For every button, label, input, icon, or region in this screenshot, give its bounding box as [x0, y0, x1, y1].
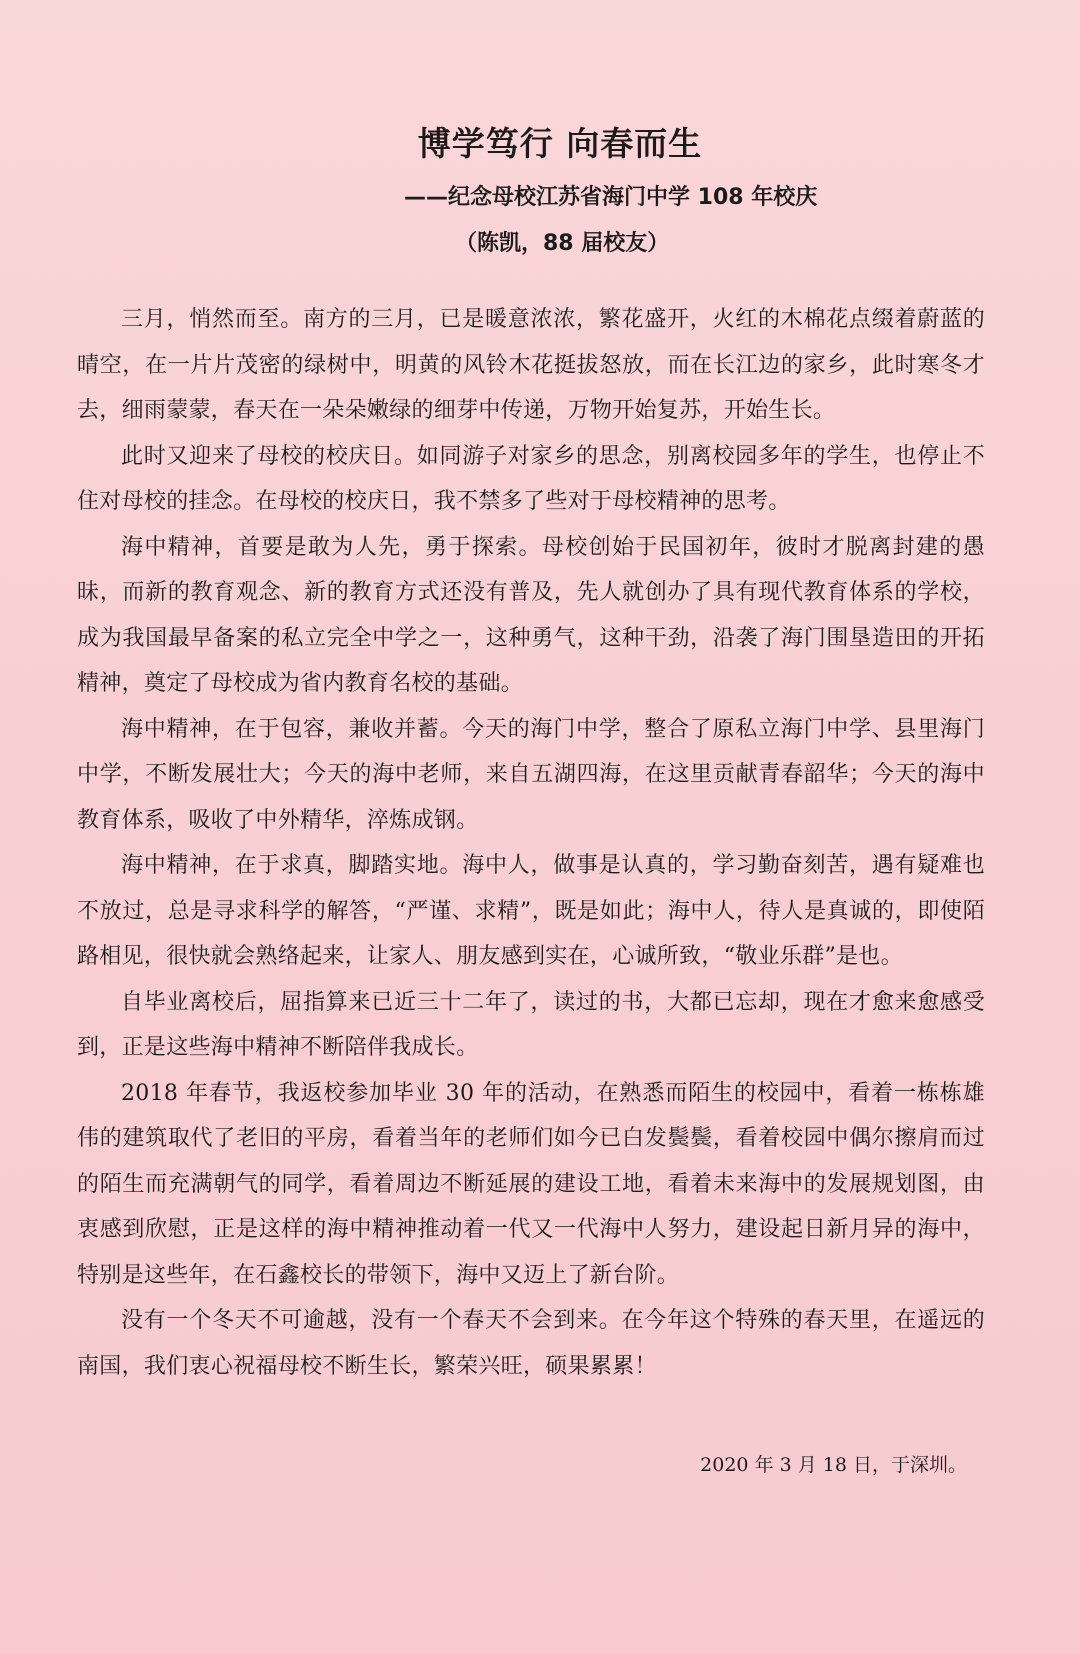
document-body [77, 297, 985, 1389]
paragraph-5: 海中精神，在于求真，脚踏实地。海中人，做事是认真的，学习勤奋刻苦，遇有疑难也不放过，总是寻求科学的解答，“严谨、求精”，既是如此；海中人，待人是真诚的，即使陌路相见，很快就会熟络起来，让家人、朋友感到实在，心诚所致，“敬业乐群”是也。 [77, 853, 985, 969]
paragraph-6: 自毕业离校后，屈指算来已近三十二年了，读过的书，大都已忘却，现在才愈来愈感受到，正是这些海中精神不断陪伴我成长。 [77, 989, 985, 1060]
paragraph-7: 2018 年春节，我返校参加毕业 30 年的活动，在熟悉而陌生的校园中，看着一栋栋雄伟的建筑取代了老旧的平房，看着当年的老师们如今已白发鬓鬓，看着校园中偶尔擦肩而过的陌生而充满朝气的同学，看着周边不断延展的建设工地，看着未来海中的发展规划图，由衷感到欣慰，正是这样的海中精神推动着一代又一代海中人努力，建设起日新月异的海中，特别是这些年，在石鑫校长的带领下，海中又迈上了新台阶。 [77, 1080, 985, 1288]
paragraph-4: 海中精神，在于包容，兼收并蓄。今天的海门中学，整合了原私立海门中学、县里海门中学，不断发展壮大；今天的海中老师，来自五湖四海，在这里贡献青春韶华；今天的海中教育体系，吸收了中外精华，淬炼成钢。 [77, 716, 985, 833]
paragraph-3: 海中精神，首要是敢为人先，勇于探索。母校创始于民国初年，彼时才脱离封建的愚昧，而新的教育观念、新的教育方式还没有普及，先人就创办了具有现代教育体系的学校，成为我国最早备案的私立完全中学之一，这种勇气，这种干劲，沿袭了海门围垦造田的开拓精神，奠定了母校成为省内教育名校的基础。 [77, 534, 985, 696]
document-author: （陈凯，88 届校友） [455, 231, 670, 256]
paragraph-2: 此时又迎来了母校的校庆日。如同游子对家乡的思念，别离校园多年的学生，也停止不住对母校的挂念。在母校的校庆日，我不禁多了些对于母校精神的思考。 [77, 443, 985, 514]
document-signature: 2020 年 3 月 18 日，于深圳。 [700, 1454, 967, 1476]
document-subtitle: ——纪念母校江苏省海门中学 108 年校庆 [404, 185, 818, 210]
paragraph-1: 三月，悄然而至。南方的三月，已是暖意浓浓，繁花盛开，火红的木棉花点缀着蔚蓝的晴空，在一片片茂密的绿树中，明黄的风铃木花挺拔怒放，而在长江边的家乡，此时寒冬才去，细雨蒙蒙，春天在一朵朵嫩绿的细芽中传递，万物开始复苏，开始生长。 [77, 307, 985, 423]
paragraph-8: 没有一个冬天不可逾越，没有一个春天不会到来。在今年这个特殊的春天里，在遥远的南国，我们衷心祝福母校不断生长，繁荣兴旺，硕果累累！ [77, 1308, 985, 1379]
document-title: 博学笃行 向春而生 [417, 124, 703, 163]
